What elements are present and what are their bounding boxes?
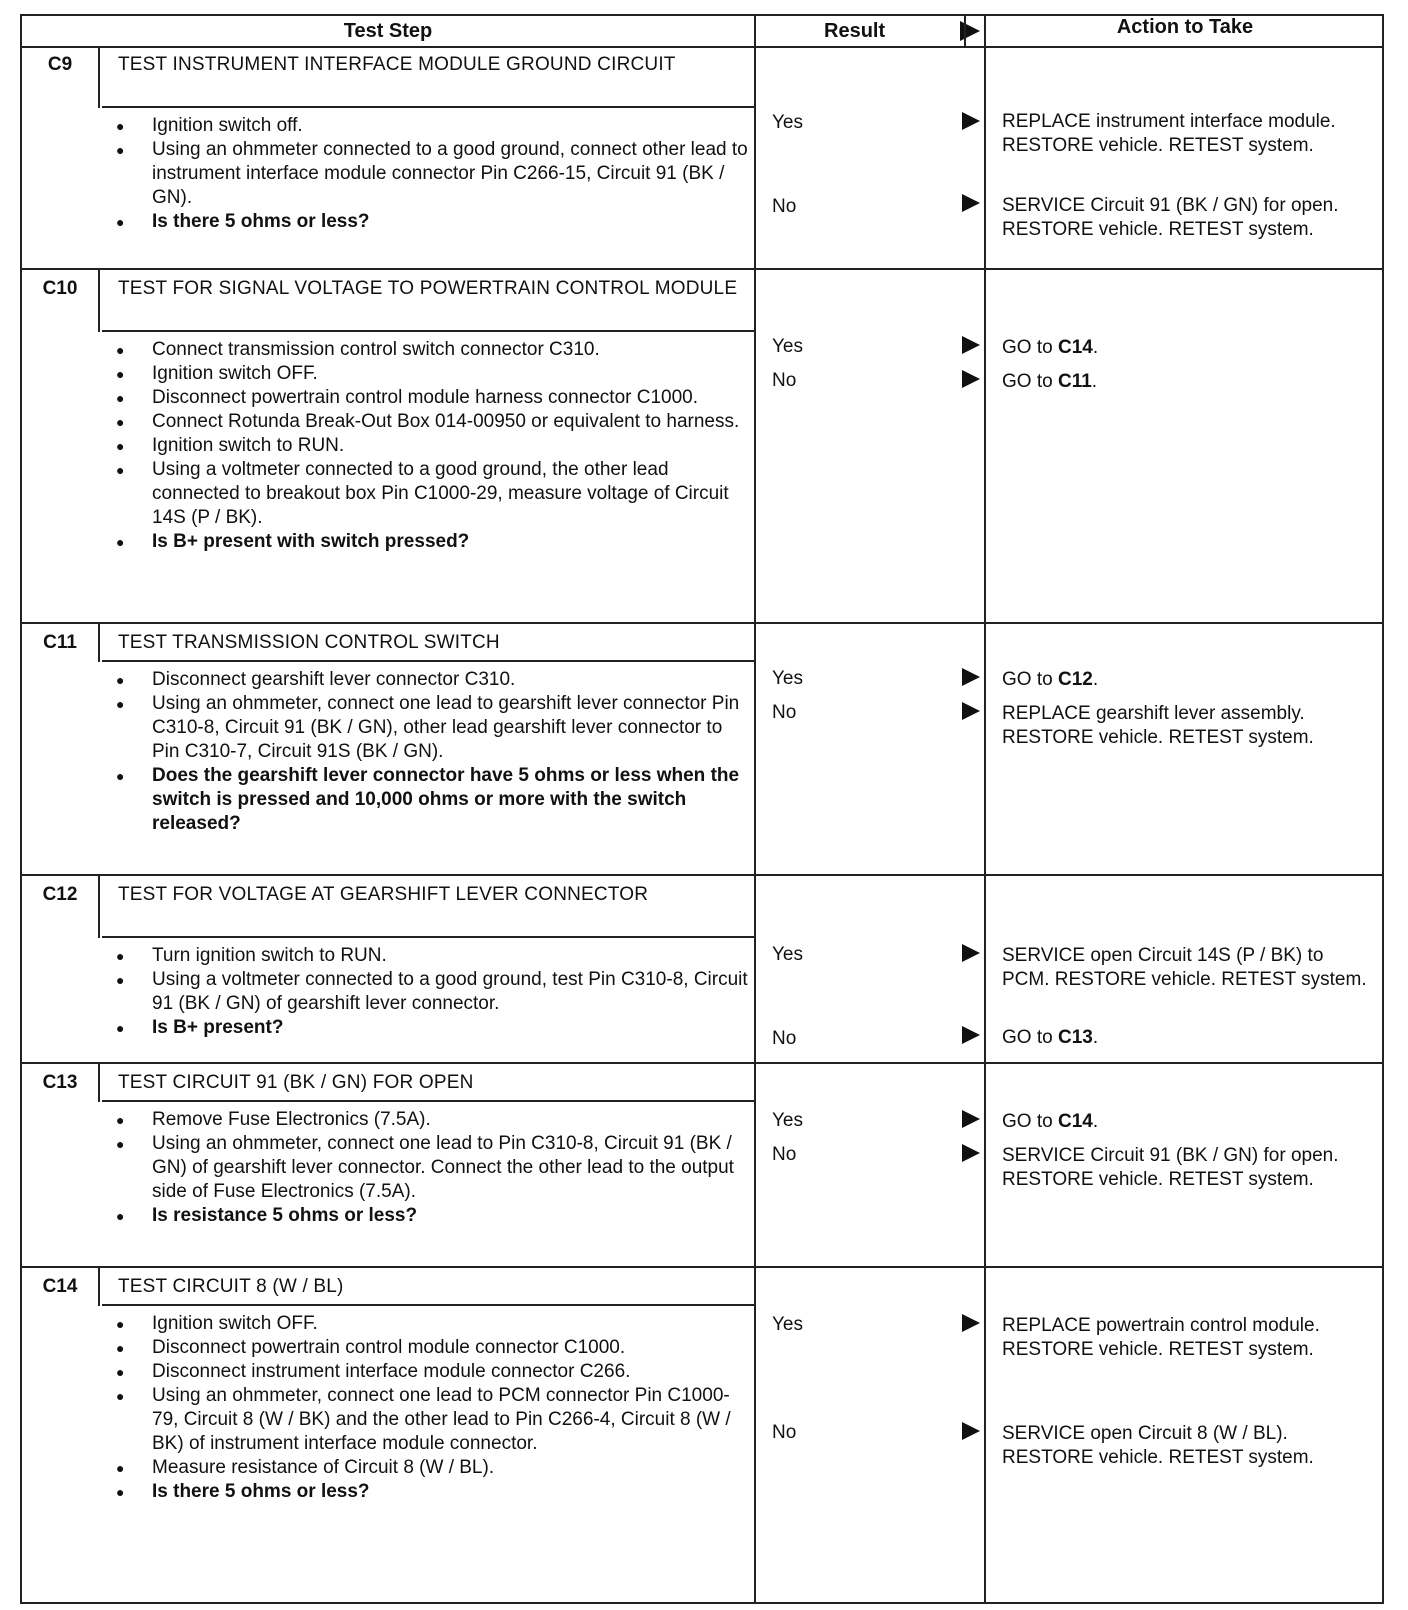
step-title: TEST FOR VOLTAGE AT GEARSHIFT LEVER CONNECTOR <box>102 876 754 938</box>
diagnostic-table <box>20 14 1384 1604</box>
list-item: ● Using a voltmeter connected to a good ground, test Pin C310-8, Circuit 91 (BK / GN) of gearshift lever connector. <box>112 968 752 1016</box>
action-text: SERVICE open Circuit 14S (P / BK) to PCM. RESTORE vehicle. RETEST system. <box>1002 945 1367 990</box>
step-items <box>112 944 752 1040</box>
step-id: C14 <box>22 1268 100 1306</box>
result-yes: Yes <box>772 112 803 133</box>
step-title: TEST FOR SIGNAL VOLTAGE TO POWERTRAIN CONTROL MODULE <box>102 270 754 332</box>
arrow-icon <box>962 370 980 388</box>
action-suffix: . <box>1092 1027 1099 1048</box>
header-arrow-icon <box>960 21 980 41</box>
list-item: ● Measure resistance of Circuit 8 (W / BL). <box>112 1456 752 1480</box>
action-step-link: C13 <box>1057 1027 1093 1048</box>
list-item-question: ● Is resistance 5 ohms or less? <box>112 1204 752 1228</box>
action-text: REPLACE instrument interface module. RESTORE vehicle. RETEST system. <box>1002 111 1336 156</box>
action-text: REPLACE powertrain control module. RESTORE vehicle. RETEST system. <box>1002 1315 1320 1360</box>
arrow-icon <box>962 944 980 962</box>
list-item: ● Disconnect powertrain control module connector C1000. <box>112 1336 752 1360</box>
action-suffix: . <box>1091 371 1098 392</box>
result-no: No <box>772 702 797 723</box>
result-yes: Yes <box>772 336 803 357</box>
action-text <box>1002 336 1374 360</box>
action-text <box>1002 1110 1374 1134</box>
action-prefix: GO to <box>1002 371 1058 392</box>
step-items <box>112 338 752 554</box>
step-id: C11 <box>22 624 100 662</box>
action-step-link: C14 <box>1057 1111 1093 1132</box>
step-c12 <box>22 876 1382 1064</box>
result-yes: Yes <box>772 1110 803 1131</box>
arrow-icon <box>962 702 980 720</box>
step-title: TEST TRANSMISSION CONTROL SWITCH <box>102 624 754 662</box>
list-item: ● Using an ohmmeter connected to a good ground, connect other lead to instrument interface module connector Pin C266-15, Circuit 91 (BK / GN). <box>112 138 752 210</box>
action-text <box>1002 1026 1374 1050</box>
column-divider-header-arrow <box>964 16 966 46</box>
list-item-question: ● Is there 5 ohms or less? <box>112 1480 752 1504</box>
action-prefix: GO to <box>1002 337 1058 358</box>
step-c14 <box>22 1268 1382 1604</box>
step-items <box>112 1312 752 1504</box>
arrow-icon <box>962 1026 980 1044</box>
result-no: No <box>772 1422 797 1443</box>
arrow-icon <box>962 1314 980 1332</box>
action-step-link: C14 <box>1057 337 1093 358</box>
step-items <box>112 114 752 234</box>
action-step-link: C12 <box>1057 669 1093 690</box>
action-text <box>1002 668 1374 692</box>
step-c11 <box>22 624 1382 876</box>
list-item: ● Ignition switch to RUN. <box>112 434 752 458</box>
list-item-question: ● Is B+ present? <box>112 1016 752 1040</box>
result-no: No <box>772 196 797 217</box>
step-c13 <box>22 1064 1382 1268</box>
step-items <box>112 1108 752 1228</box>
action-text: SERVICE open Circuit 8 (W / BL). RESTORE vehicle. RETEST system. <box>1002 1423 1314 1468</box>
step-id: C12 <box>22 876 100 938</box>
list-item: ● Disconnect gearshift lever connector C310. <box>112 668 752 692</box>
step-title: TEST CIRCUIT 8 (W / BL) <box>102 1268 754 1306</box>
result-no: No <box>772 1144 797 1165</box>
arrow-icon <box>962 1144 980 1162</box>
action-text <box>1002 370 1374 394</box>
action-text: SERVICE Circuit 91 (BK / GN) for open. RESTORE vehicle. RETEST system. <box>1002 1145 1339 1190</box>
action-text: REPLACE gearshift lever assembly. RESTORE vehicle. RETEST system. <box>1002 703 1314 748</box>
step-id: C9 <box>22 46 100 108</box>
step-id: C10 <box>22 270 100 332</box>
arrow-icon <box>962 112 980 130</box>
step-title: TEST CIRCUIT 91 (BK / GN) FOR OPEN <box>102 1064 754 1102</box>
step-items <box>112 668 752 836</box>
list-item-question: ● Does the gearshift lever connector have 5 ohms or less when the switch is pressed and 10,000 ohms or more with the switch released? <box>112 764 752 836</box>
list-item: ● Ignition switch OFF. <box>112 1312 752 1336</box>
header-test-step: Test Step <box>343 20 433 42</box>
list-item: ● Disconnect instrument interface module connector C266. <box>112 1360 752 1384</box>
list-item: ● Using an ohmmeter, connect one lead to gearshift lever connector Pin C310-8, Circuit 91 (BK / GN), other lead gearshift lever connector to Pin C310-7, Circuit 91S (BK / GN). <box>112 692 752 764</box>
arrow-icon <box>962 1110 980 1128</box>
result-no: No <box>772 1028 797 1049</box>
list-item: ● Connect Rotunda Break-Out Box 014-00950 or equivalent to harness. <box>112 410 752 434</box>
list-item-question: ● Is B+ present with switch pressed? <box>112 530 752 554</box>
action-suffix: . <box>1092 337 1099 358</box>
action-suffix: . <box>1092 669 1099 690</box>
step-c9 <box>22 46 1382 270</box>
action-text: SERVICE Circuit 91 (BK / GN) for open. RESTORE vehicle. RETEST system. <box>1002 195 1339 240</box>
table-header <box>22 16 1382 48</box>
list-item: ● Remove Fuse Electronics (7.5A). <box>112 1108 752 1132</box>
action-suffix: . <box>1092 1111 1099 1132</box>
list-item: ● Connect transmission control switch connector C310. <box>112 338 752 362</box>
list-item: ● Disconnect powertrain control module harness connector C1000. <box>112 386 752 410</box>
action-prefix: GO to <box>1002 1111 1058 1132</box>
arrow-icon <box>962 1422 980 1440</box>
action-prefix: GO to <box>1002 1027 1058 1048</box>
list-item: ● Using an ohmmeter, connect one lead to Pin C310-8, Circuit 91 (BK / GN) of gearshift lever connector. Connect the other lead to the output side of Fuse Electronics (7.5A). <box>112 1132 752 1204</box>
step-title: TEST INSTRUMENT INTERFACE MODULE GROUND CIRCUIT <box>102 46 754 108</box>
result-no: No <box>772 370 797 391</box>
action-prefix: GO to <box>1002 669 1058 690</box>
list-item: ● Using an ohmmeter, connect one lead to PCM connector Pin C1000-79, Circuit 8 (W / BK) and the other lead to Pin C266-4, Circuit 8 (W / BK) of instrument interface module connector. <box>112 1384 752 1456</box>
result-yes: Yes <box>772 668 803 689</box>
result-yes: Yes <box>772 944 803 965</box>
step-c10 <box>22 270 1382 624</box>
arrow-icon <box>962 336 980 354</box>
header-result-label: Result <box>824 20 886 42</box>
list-item-question: ● Is there 5 ohms or less? <box>112 210 752 234</box>
list-item: ● Turn ignition switch to RUN. <box>112 944 752 968</box>
arrow-icon <box>962 194 980 212</box>
result-yes: Yes <box>772 1314 803 1335</box>
header-action: Action to Take <box>1116 16 1254 38</box>
list-item: ● Using a voltmeter connected to a good ground, the other lead connected to breakout box Pin C1000-29, measure voltage of Circuit 14S (P / BK). <box>112 458 752 530</box>
action-step-link: C11 <box>1057 371 1092 392</box>
list-item: ● Ignition switch OFF. <box>112 362 752 386</box>
list-item: ● Ignition switch off. <box>112 114 752 138</box>
arrow-icon <box>962 668 980 686</box>
step-id: C13 <box>22 1064 100 1102</box>
